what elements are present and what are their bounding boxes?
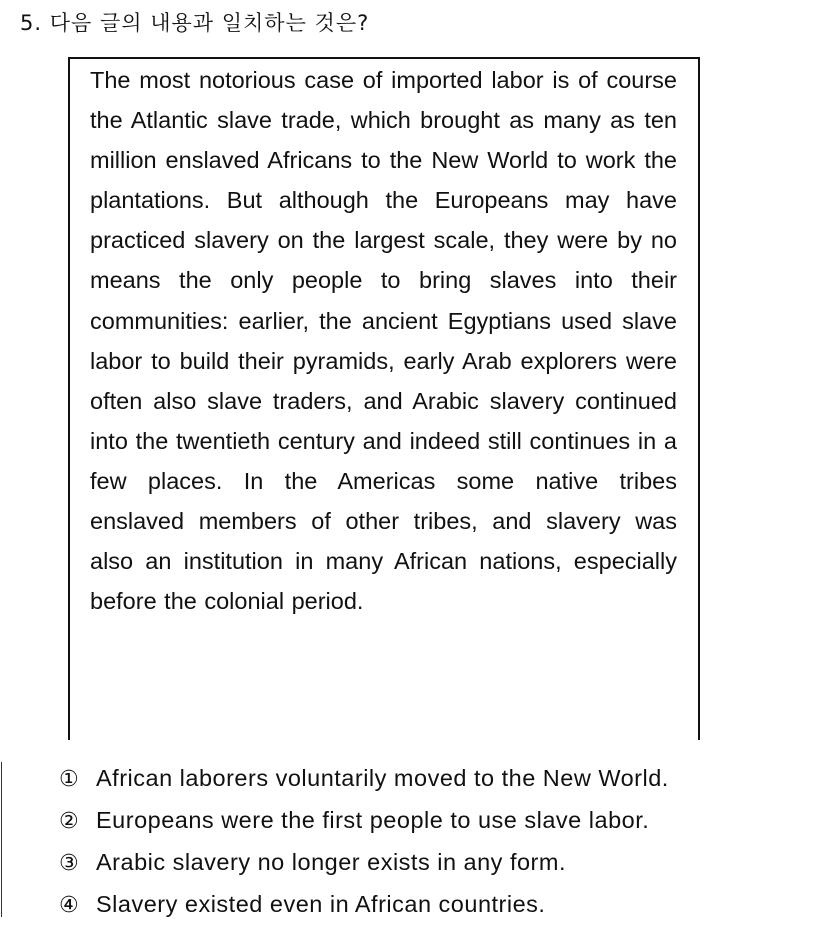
option-marker-4: ④ [59, 893, 80, 918]
option-text-1: African laborers voluntarily moved to the New World. [96, 765, 669, 791]
question-title: 5. 다음 글의 내용과 일치하는 것은? [20, 11, 370, 35]
option-text-2: Europeans were the first people to use slave labor. [96, 807, 650, 833]
answer-option-1[interactable] [59, 758, 669, 800]
answer-options [59, 758, 669, 926]
passage-text: The most notorious case of imported labor is of course the Atlantic slave trade, which brought as many as ten million enslaved Africans to the New World to work the plantations. But although the Europeans may have practiced slavery on the largest scale, they were by no means the only people to bring slaves into their communities: earlier, the ancient Egyptians used slave labor to build their pyramids, early Arab explorers were often also slave traders, and Arabic slavery continued into the twentieth century and indeed still continues in a few places. In the Americas some native tribes enslaved members of other tribes, and slavery was also an institution in many African nations, especially before the colonial period. [90, 67, 677, 615]
options-divider [1, 762, 2, 917]
option-marker-2: ② [59, 809, 80, 834]
option-marker-3: ③ [59, 851, 80, 876]
answer-option-4[interactable] [59, 884, 669, 926]
passage-box [68, 57, 700, 740]
option-marker-1: ① [59, 767, 80, 792]
answer-option-3[interactable] [59, 842, 669, 884]
answer-option-2[interactable] [59, 800, 669, 842]
option-text-4: Slavery existed even in African countries. [96, 891, 546, 917]
option-text-3: Arabic slavery no longer exists in any form. [96, 849, 566, 875]
